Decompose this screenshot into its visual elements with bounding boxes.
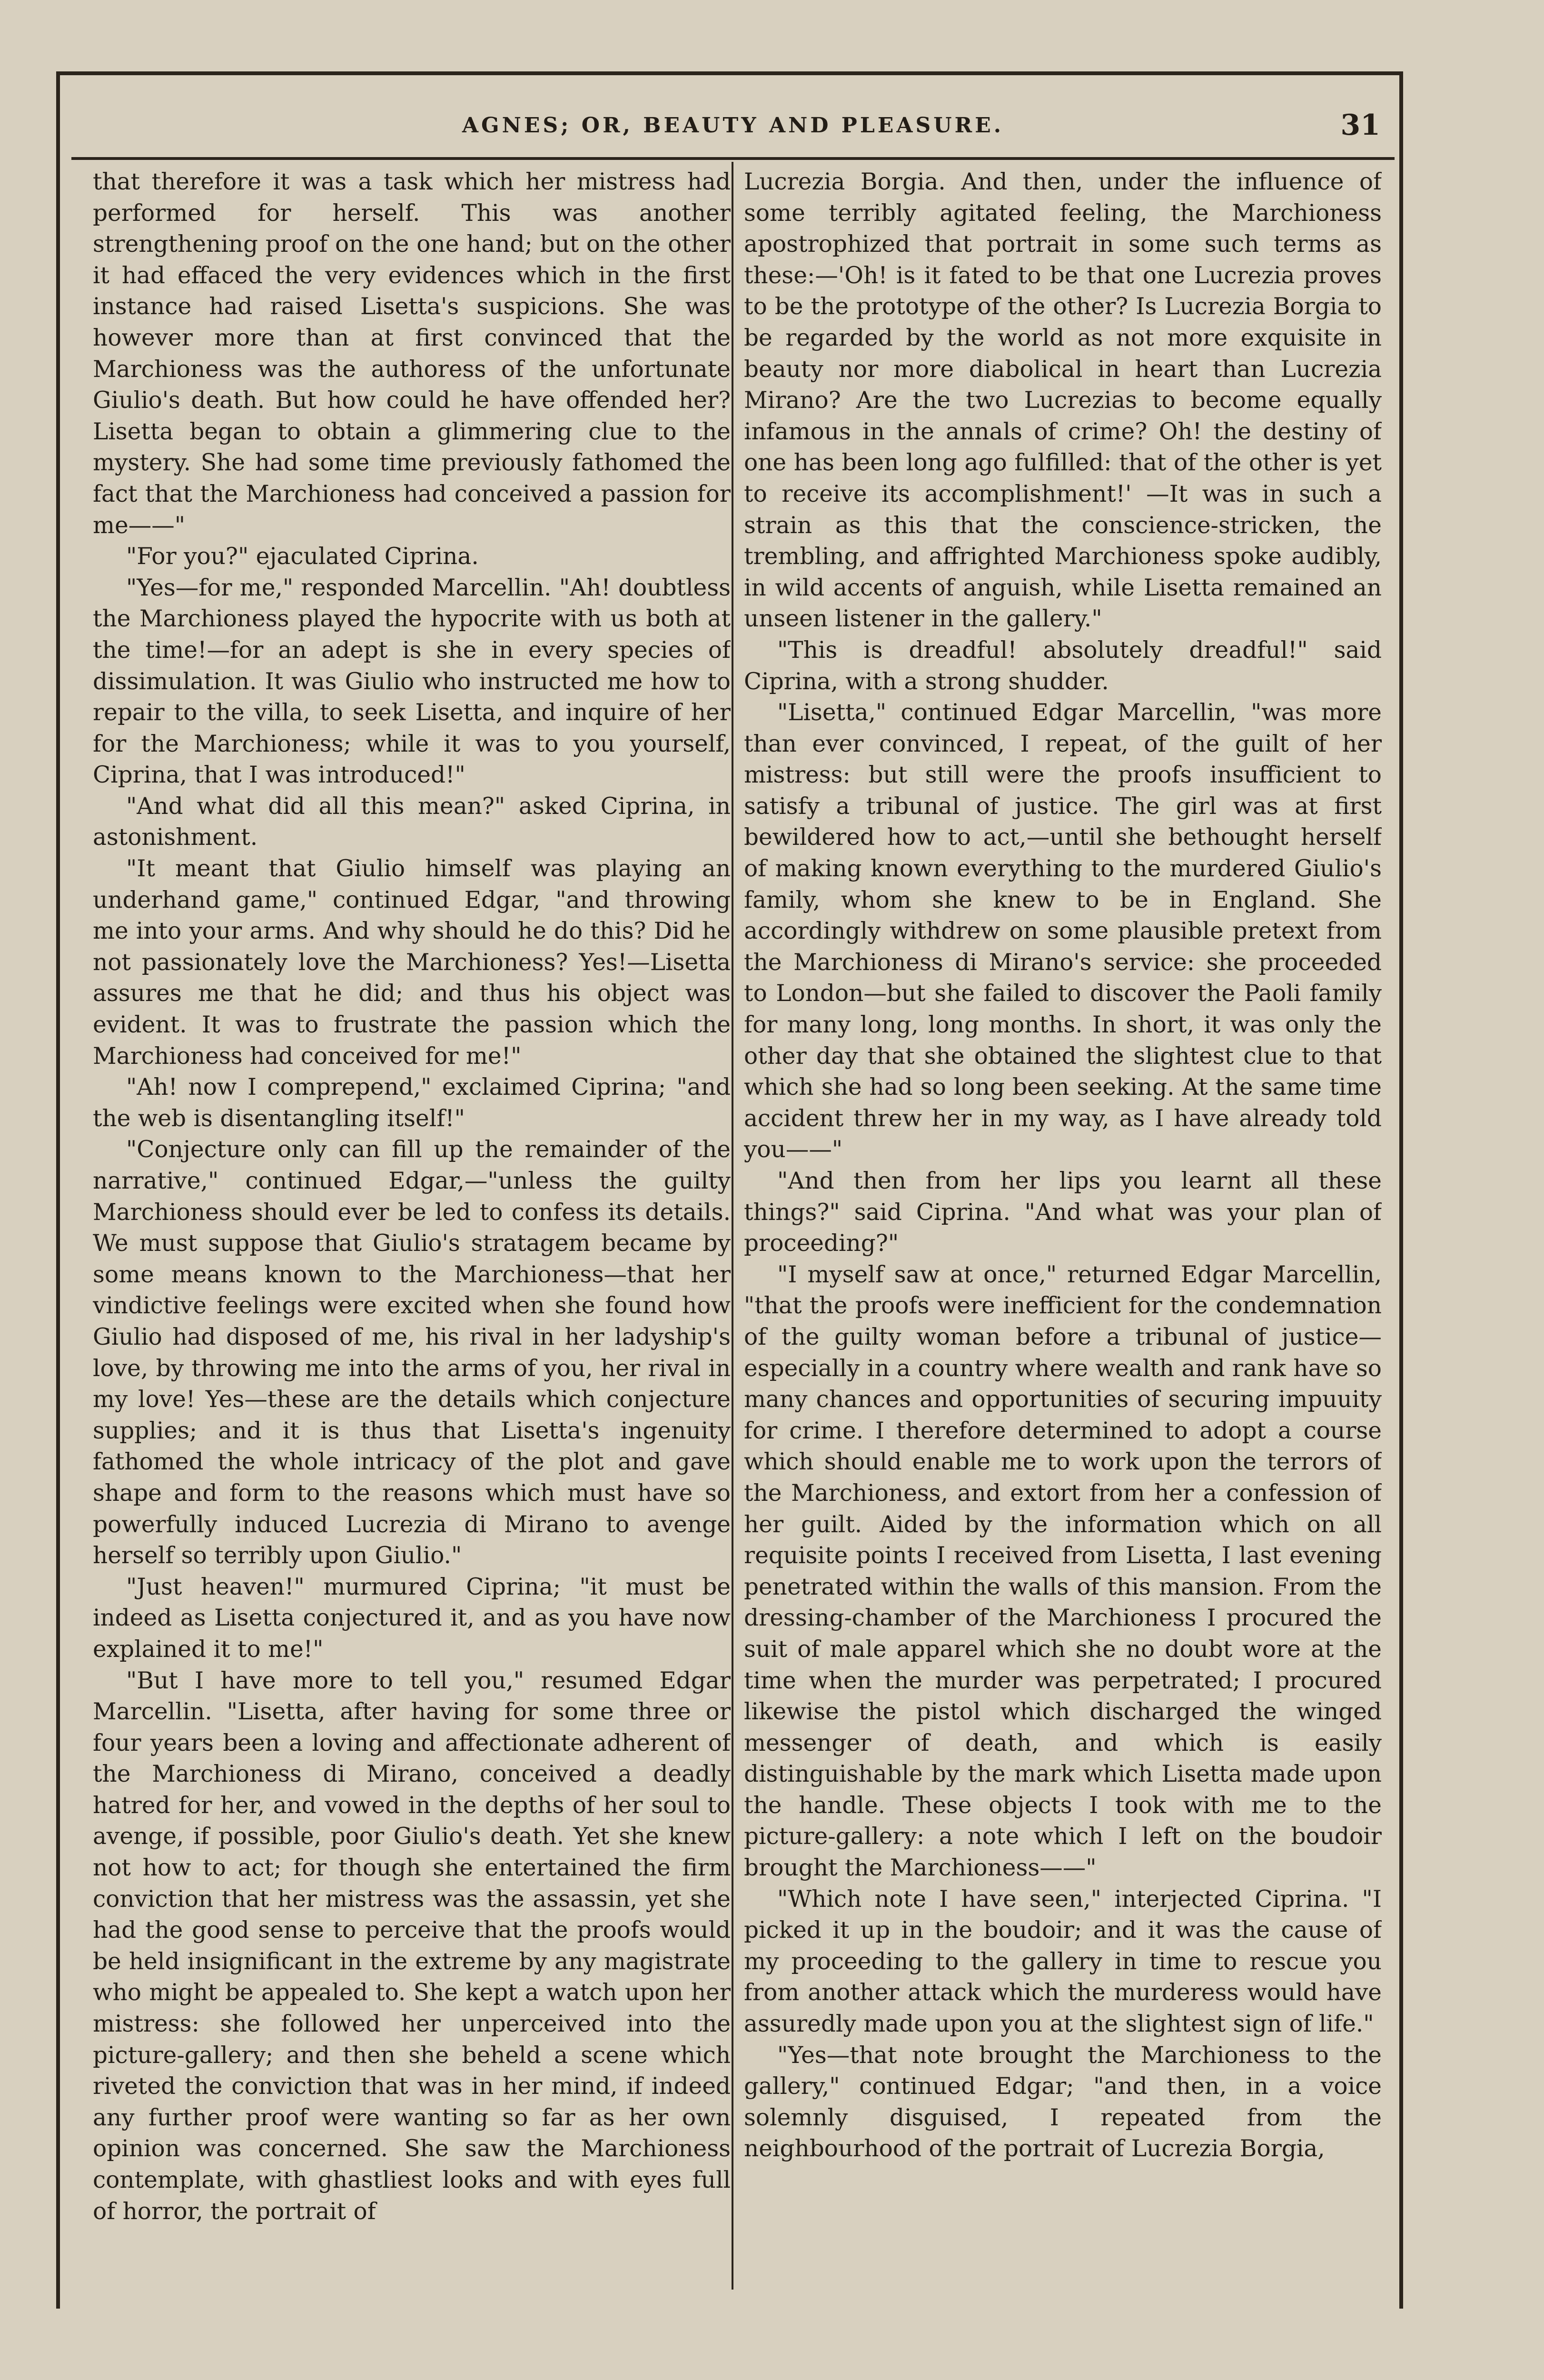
paragraph: "And then from her lips you learnt all these things?" said Ciprina. "And what was your plan of proceeding?" [744, 1168, 1382, 1257]
paragraph: "I myself saw at once," returned Edgar Marcellin, "that the proofs were inefficient for the condemnation of the guilty woman before a tribunal of justice—especially in a country where wealth and rank have so many chances and opportunities of securing impuuity for crime. I therefore determined to adopt a course which should enable me to work upon the terrors of the Marchioness, and extort from her a confession of her guilt. Aided by the information which on all requisite points I received from Lisetta, I last evening penetrated within the walls of this mansion. From the dressing-chamber of the Marchioness I procured the suit of male apparel which she no doubt wore at the time when the murder was perpetrated; I procured likewise the pistol which discharged the winged messenger of death, and which is easily distinguishable by the mark which Lisetta made upon the handle. These objects I took with me to the picture-gallery: a note which I left on the boudoir brought the Marchioness——" [744, 1261, 1382, 1882]
paragraph: that therefore it was a task which her mistress had performed for herself. This was another strengthening proof on the one hand; but on the other it had effaced the very evidences which in the first instance had raised Lisetta's suspicions. She was however more than at first convinced that the Marchioness was the authoress of the unfortunate Giulio's death. But how could he have offended her? Lisetta began to obtain a glimmering clue to the mystery. She had some time previously fathomed the fact that the Marchioness had conceived a passion for me——" [93, 169, 731, 539]
right-column [744, 167, 1382, 2290]
frame-right-rule [1399, 71, 1403, 2309]
paragraph: Lucrezia Borgia. And then, under the influence of some terribly agitated feeling, the Marchioness apostrophized that portrait in some such terms as these:—'Oh! is it fated to be that one Lucrezia proves to be the prototype of the other? Is Lucrezia Borgia to be regarded by the world as not more exquisite in beauty nor more diabolical in heart than Lucrezia Mirano? Are the two Lucrezias to become equally infamous in the annals of crime? Oh! the destiny of one has been long ago fulfilled: that of the other is yet to receive its accomplishment!' —It was in such a strain as this that the conscience-stricken, the trembling, and affrighted Marchioness spoke audibly, in wild accents of anguish, while Lisetta remained an unseen listener in the gallery." [744, 169, 1382, 633]
paragraph: "And what did all this mean?" asked Ciprina, in astonishment. [93, 793, 731, 851]
paragraph: "Conjecture only can fill up the remainder of the narrative," continued Edgar,—"unless the guilty Marchioness should ever be led to confess its details. We must suppose that Giulio's stratagem became by some means known to the Marchioness—that her vindictive feelings were excited when she found how Giulio had disposed of me, his rival in her ladyship's love, by throwing me into the arms of you, her rival in my love! Yes—these are the details which conjecture supplies; and it is thus that Lisetta's ingenuity fathomed the whole intricacy of the plot and gave shape and form to the reasons which must have so powerfully induced Lucrezia di Mirano to avenge herself so terribly upon Giulio." [93, 1136, 731, 1569]
paragraph: "Lisetta," continued Edgar Marcellin, "was more than ever convinced, I repeat, of the guilt of her mistress: but still were the proofs insufficient to satisfy a tribunal of justice. The girl was at first bewildered how to act,—until she bethought herself of making known everything to the murdered Giulio's family, whom she knew to be in England. She accordingly withdrew on some plausible pretext from the Marchioness di Mirano's service: she proceeded to London—but she failed to discover the Paoli family for many long, long months. In short, it was only the other day that she obtained the slightest clue to that which she had so long been seeking. At the same time accident threw her in my way, as I have already told you——" [744, 699, 1382, 1163]
paragraph: "It meant that Giulio himself was playing an underhand game," continued Edgar, "and throwing me into your arms. And why should he do this? Did he not passionately love the Marchioness? Yes!—Lisetta assures me that he did; and thus his object was evident. It was to frustrate the passion which the Marchioness had conceived for me!" [93, 855, 731, 1070]
left-column [93, 167, 731, 2290]
frame-left-rule [56, 71, 60, 2309]
paragraph: "But I have more to tell you," resumed Edgar Marcellin. "Lisetta, after having for some three or four years been a loving and affectionate adherent of the Marchioness di Mirano, conceived a deadly hatred for her, and vowed in the depths of her soul to avenge, if possible, poor Giulio's death. Yet she knew not how to act; for though she entertained the firm conviction that her mistress was the assassin, yet she had the good sense to perceive that the proofs would be held insignificant in the extreme by any magistrate who might be appealed to. She kept a watch upon her mistress: she followed her unperceived into the picture-gallery; and then she beheld a scene which riveted the conviction that was in her mind, if indeed any further proof were wanting so far as her own opinion was concerned. She saw the Marchioness contemplate, with ghastliest looks and with eyes full of horror, the portrait of [93, 1667, 731, 2225]
frame-top-rule [56, 71, 1403, 75]
page-number: 31 [1340, 109, 1380, 142]
paragraph: "Yes—that note brought the Marchioness to the gallery," continued Edgar; "and then, in a voice solemnly disguised, I repeated from the neighbourhood of the portrait of Lucrezia Borgia, [744, 2042, 1382, 2162]
paragraph: "This is dreadful! absolutely dreadful!" said Ciprina, with a strong shudder. [744, 636, 1382, 695]
running-title: AGNES; OR, BEAUTY AND PLEASURE. [462, 113, 1004, 138]
page-header [71, 105, 1395, 157]
paragraph: "Which note I have seen," interjected Ciprina. "I picked it up in the boudoir; and it was the cause of my proceeding to the gallery in time to rescue you from another attack which the murderess would have assuredly made upon you at the slightest sign of life." [744, 1885, 1382, 2038]
paragraph: "Yes—for me," responded Marcellin. "Ah! doubtless the Marchioness played the hypocrite with us both at the time!—for an adept is she in every species of dissimulation. It was Giulio who instructed me how to repair to the villa, to seek Lisetta, and inquire of her for the Marchioness; while it was to you yourself, Ciprina, that I was introduced!" [93, 574, 731, 789]
paragraph: "Just heaven!" murmured Ciprina; "it must be indeed as Lisetta conjectured it, and as you have now explained it to me!" [93, 1573, 731, 1663]
paragraph: "Ah! now I comprepend," exclaimed Ciprina; "and the web is disentangling itself!" [93, 1074, 731, 1132]
header-rule [71, 157, 1395, 160]
paragraph: "For you?" ejaculated Ciprina. [126, 543, 479, 570]
column-divider [732, 162, 733, 2290]
